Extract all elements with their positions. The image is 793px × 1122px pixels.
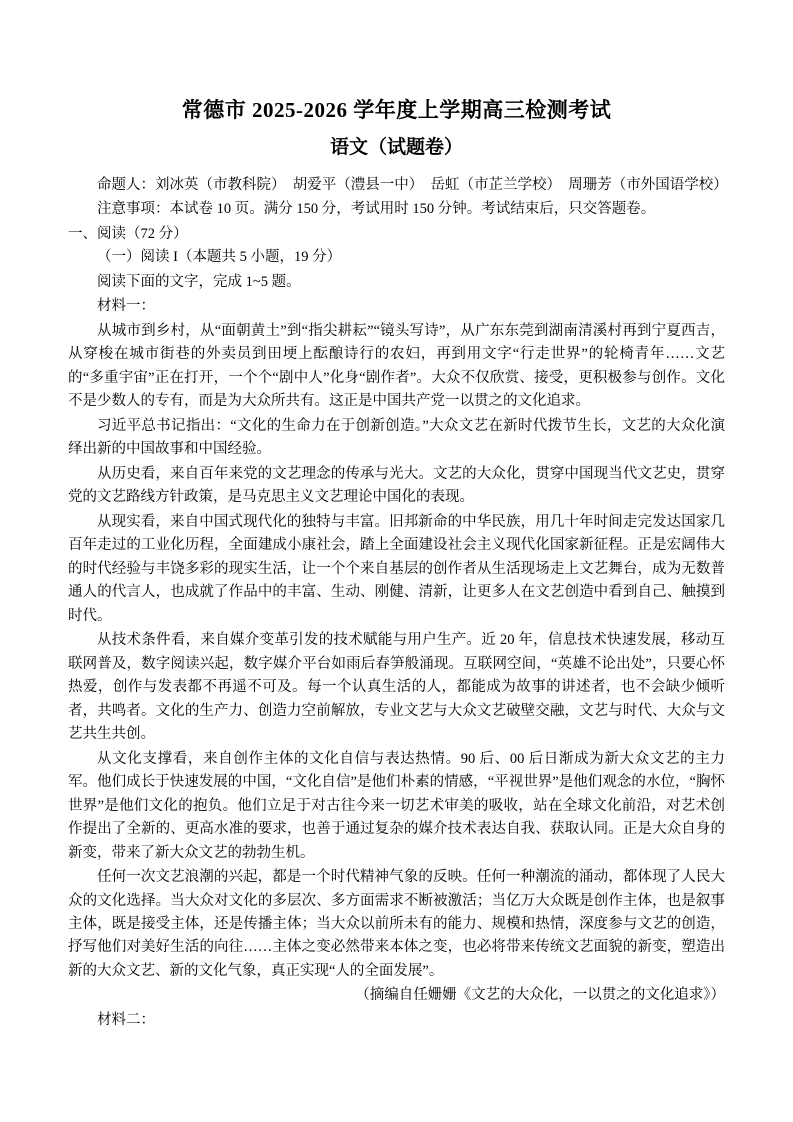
body-paragraph: 从历史看，来自百年来党的文艺理念的传承与光大。文艺的大众化，贯穿中国现当代文艺史，贯穿党的文艺路线方针政策，是马克思主义文艺理论中国化的表现。 [68,465,725,506]
source-note: （摘编自任姗姗《文艺的大众化，一以贯之的文化追求》） [355,987,725,1004]
body-paragraph: 习近平总书记指出：“文化的生命力在于创新创造。”大众文艺在新时代拨节生长，文艺的大众化演绎出新的中国故事和中国经验。 [68,417,725,458]
body-paragraph: 从现实看，来自中国式现代化的独特与丰富。旧邦新命的中华民族，用几十年时间走完发达国家几百年走过的工业化历程，全面建成小康社会，踏上全面建设社会主义现代化国家新征程。正是宏阔伟大的时代经验与丰饶多彩的现实生活，让一个个来自基层的创作者从生活现场走上文艺舞台，成为无数普通人的代言人，也成就了作品中的丰富、生动、刚健、清新，让更多人在文艺创造中看到自己、触摸到时代。 [68,513,725,624]
section-heading-one: 一、阅读（72 分） [68,225,188,242]
instruction-line: 阅读下面的文字，完成 1~5 题。 [97,273,301,290]
subsection-heading-one: （一）阅读 I（本题共 5 小题，19 分） [97,249,342,266]
notice-line: 注意事项：本试卷 10 页。满分 150 分，考试用时 150 分钟。考试结束后，只交答题卷。 [97,201,656,218]
body-paragraph: 任何一次文艺浪潮的兴起，都是一个时代精神气象的反映。任何一种潮流的涌动，都体现了人民大众的文化选择。当大众对文化的多层次、多方面需求不断被激活；当亿万大众既是创作主体，也是叙事主体，既是接受主体，还是传播主体；当大众以前所未有的能力、规模和热情，深度参与文艺的创造，抒写他们对美好生活的向往……主体之变必然带来本体之变，也必将带来传统文艺面貌的新变，塑造出新的大众文艺、新的文化气象，真正实现“人的全面发展”。 [68,869,725,979]
body-paragraph: 从文化支撑看，来自创作主体的文化自信与表达热情。90 后、00 后日渐成为新大众文艺的主力军。他们成长于快速发展的中国，“文化自信”是他们朴素的情感，“平视世界”是他们观念的水位，“胸怀世界”是他们文化的抱负。他们立足于对古往今来一切艺术审美的吸收，站在全球文化前沿，对艺术创作提出了全新的、更高水准的要求，也善于通过复杂的媒介技术表达自我、获取认同。正是大众自身的新变，带来了新大众文艺的勃勃生机。 [68,750,725,861]
page-title: 常德市 2025-2026 学年度上学期高三检测考试 [181,98,612,122]
material-one-label: 材料一： [97,298,155,315]
body-paragraph: 从城市到乡村，从“面朝黄土”到“指尖耕耘”“镜头写诗”，从广东东莞到湖南清溪村再到宁夏西吉，从穿梭在城市街巷的外卖员到田埂上酝酿诗行的农妇，再到用文字“行走世界”的轮椅青年……文艺的“多重宇宙”正在打开，一个个“剧中人”化身“剧作者”。大众不仅欣赏、接受，更积极参与创作。文化不是少数人的专有，而是为大众所共有。这正是中国共产党一以贯之的文化追求。 [68,322,725,410]
body-paragraph: 从技术条件看，来自媒介变革引发的技术赋能与用户生产。近 20 年，信息技术快速发展，移动互联网普及，数字阅读兴起，数字媒介平台如雨后春笋般涌现。互联网空间，“英雄不论出处”，只要心怀热爱，创作与发表都不再遥不可及。每一个认真生活的人，都能成为故事的讲述者，也不会缺少倾听者，共鸣者。文化的生产力、创造力空前解放，专业文艺与大众文艺破壁交融，文艺与时代、大众与文艺共生共创。 [68,632,725,743]
page-subtitle: 语文（试题卷） [329,137,463,159]
material-two-label: 材料二： [97,1011,155,1028]
authors-line: 命题人：刘冰英（市教科院） 胡爱平（澧县一中） 岳虹（市芷兰学校） 周珊芳（市外国语学校） [97,176,728,193]
